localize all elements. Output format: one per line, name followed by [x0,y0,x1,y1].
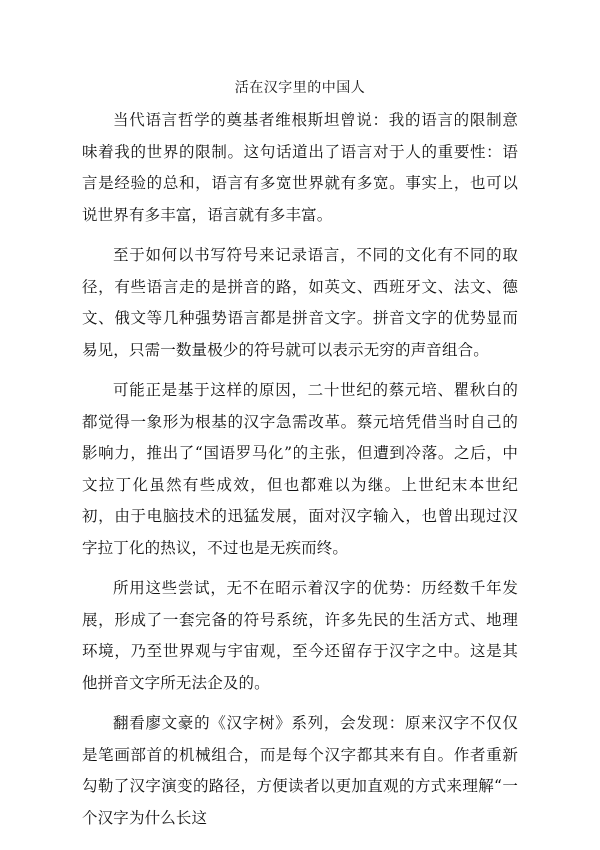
document-title: 活在汉字里的中国人 [234,80,366,96]
paragraph-2: 至于如何以书写符号来记录语言，不同的文化有不同的取径，有些语言走的是拼音的路，如英文、西班牙文、法文、德文、俄文等几种强势语言都是拼音文字。拼音文字的优势显而易见，只需一数量极少的符号就可以表示无穷的声音组合。 [82,246,518,359]
paragraph-5: 翻看廖文豪的《汉字树》系列，会发现：原来汉字不仅仅是笔画部首的机械组合，而是每个汉字都其来有自。作者重新勾勒了汉字演变的路径，方便读者以更加直观的方式来理解“一个汉字为什么长这 [82,714,518,827]
document-body [82,105,518,843]
paragraph-3: 可能正是基于这样的原因，二十世纪的蔡元培、瞿秋白的都觉得一象形为根基的汉字急需改革。蔡元培凭借当时自己的影响力，推出了“国语罗马化”的主张，但遭到冷落。之后，中文拉丁化虽然有些成效，但也都难以为继。上世纪末本世纪初，由于电脑技术的迅猛发展，面对汉字输入，也曾出现过汉字拉丁化的热议，不过也是无疾而终。 [82,381,518,557]
paragraph-1: 当代语言哲学的奠基者维根斯坦曾说：我的语言的限制意味着我的世界的限制。这句话道出了语言对于人的重要性：语言是经验的总和，语言有多宽世界就有多宽。事实上，也可以说世界有多丰富，语言就有多丰富。 [82,111,518,224]
paragraph-4: 所用这些尝试，无不在昭示着汉字的优势：历经数千年发展，形成了一套完备的符号系统，许多先民的生活方式、地理环境，乃至世界观与宇宙观，至今还留存于汉字之中。这是其他拼音文字所无法企及的。 [82,579,518,692]
